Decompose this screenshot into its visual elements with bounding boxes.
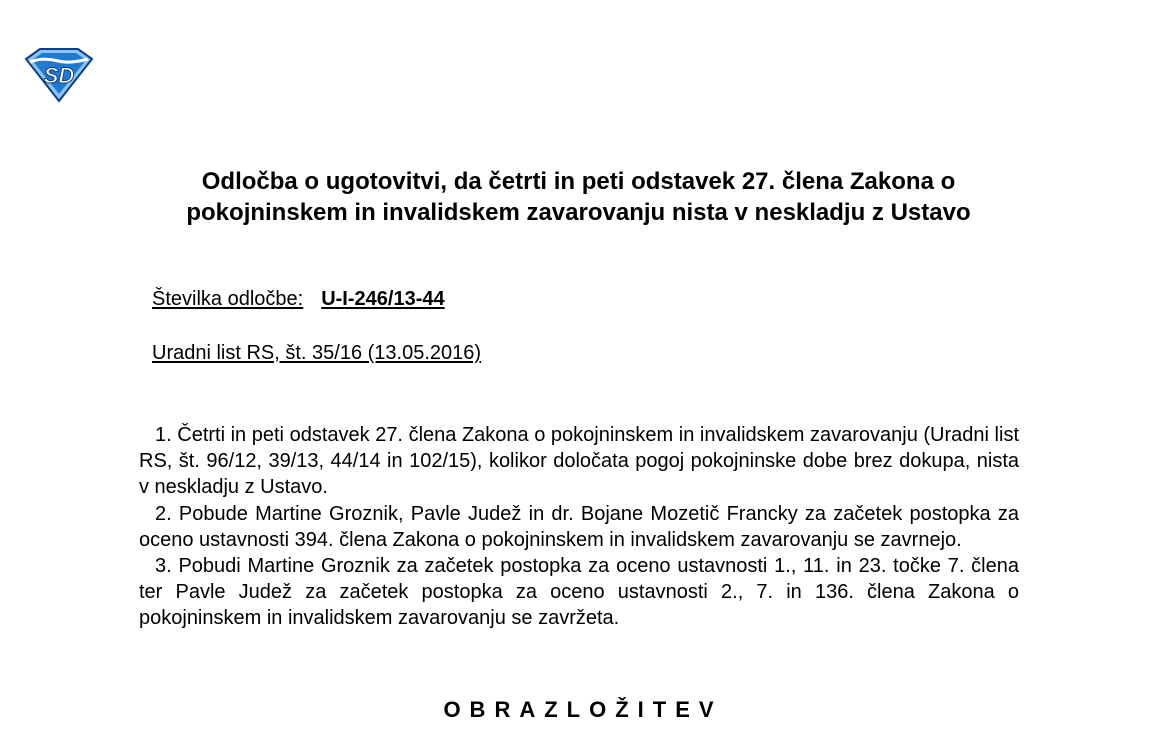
decision-point-3: 3. Pobudi Martine Groznik za začetek postopka za oceno ustavnosti 1., 11. in 23. točke 7. člena ter Pavle Judež za začetek postopka za oceno ustavnosti 2., 7. in 136. člena Zakona o pokojninskem in invalidskem zavarovanju se zavržeta. <box>139 555 1019 630</box>
logo-text: SD <box>43 63 75 88</box>
document-title: Odločba o ugotovitvi, da četrti in peti odstavek 27. člena Zakona o pokojninskem in invalidskem zavarovanju nista v neskladju z Ustavo <box>186 168 971 226</box>
decision-number-label: Številka odločbe: <box>152 288 304 310</box>
decision-point-1: 1. Četrti in peti odstavek 27. člena Zakona o pokojninskem in invalidskem zavarovanju (Uradni list RS, št. 96/12, 39/13, 44/14 in 102/15), kolikor določata pogoj pokojninske dobe brez dokupa, nista v neskladju z Ustavo. <box>139 424 1019 499</box>
sd-diamond-logo-icon <box>22 47 96 103</box>
section-heading: OBRAZLOŽITEV <box>443 697 723 722</box>
decision-points <box>139 422 1019 632</box>
decision-number-value: U-I-246/13-44 <box>321 288 445 310</box>
gazette-reference: Uradni list RS, št. 35/16 (13.05.2016) <box>152 342 482 364</box>
decision-point-2: 2. Pobude Martine Groznik, Pavle Judež in dr. Bojane Mozetič Francky za začetek postopka za oceno ustavnosti 394. člena Zakona o pokojninskem in invalidskem zavarovanju se zavrnejo. <box>139 502 1019 551</box>
decision-number-line <box>152 287 445 311</box>
